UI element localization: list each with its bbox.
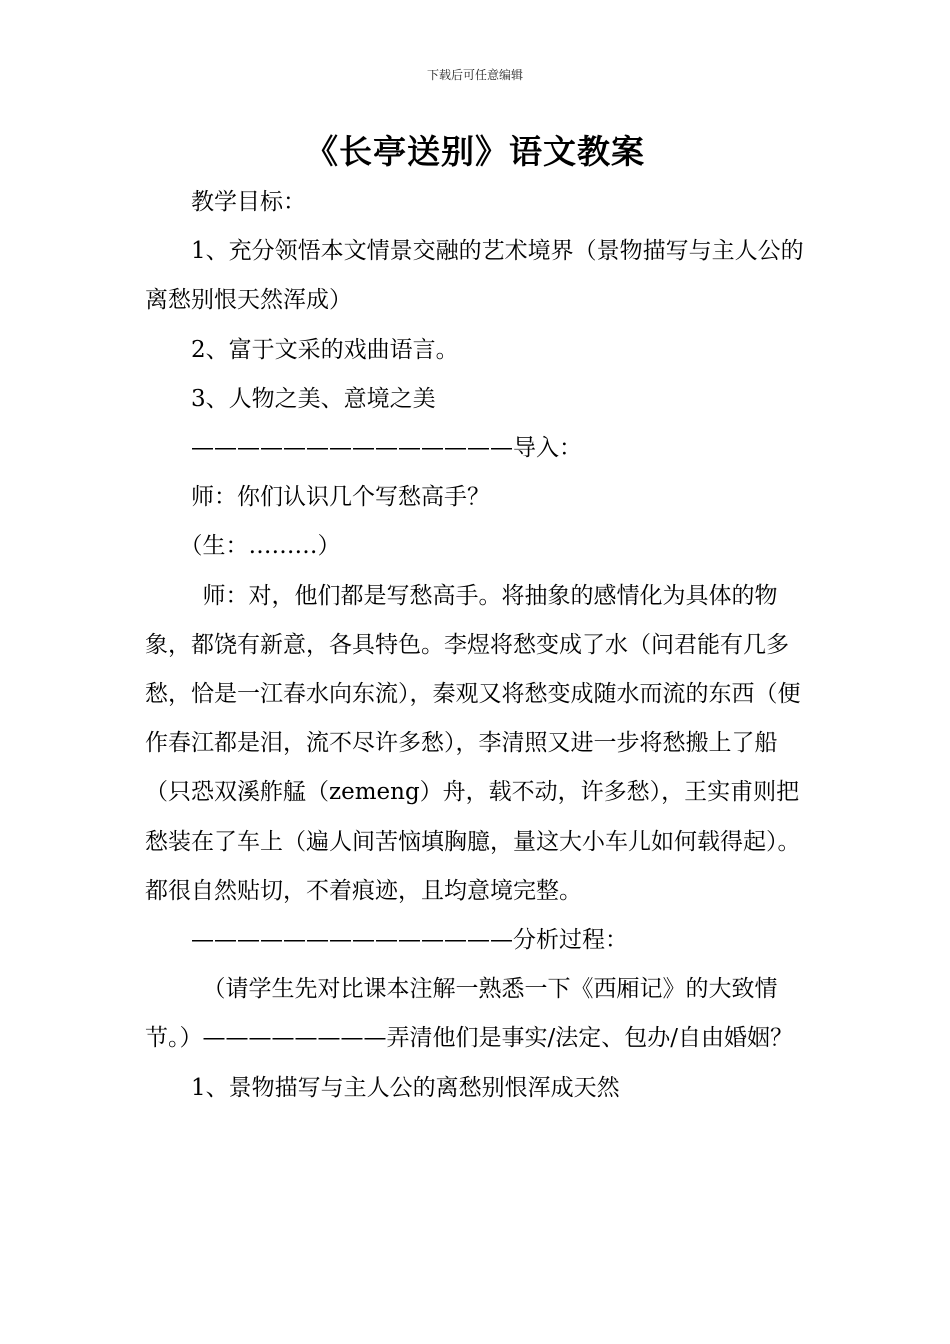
section-intro-heading: ——————————————导入： <box>191 435 582 462</box>
paragraph-analysis-point-1: 1、景物描写与主人公的离愁别恨浑成天然 <box>191 1074 620 1101</box>
page-header-note: 下载后可任意编辑 <box>426 68 523 82</box>
document-title: 《长亭送别》语文教案 <box>305 132 645 171</box>
paragraph-teacher-explanation: 师：对，他们都是写愁高手。将抽象的感情化为具体的物象，都饶有新意，各具特色。李煜将愁变成了水（问君能有几多愁，恰是一江春水向东流），秦观又将愁变成随水而流的东西（便作春江都是泪，流不尽许多愁），李清照又进一步将愁搬上了船（只恐双溪舴艋（zemeng）舟，载不动，许多愁），王实甫则把愁装在了车上（遍人间苦恼填胸臆，量这大小车儿如何载得起）。都很自然贴切，不着痕迹，且均意境完整。 <box>145 582 801 904</box>
paragraph-student-reply: （生：………） <box>179 533 341 560</box>
paragraph-objective-3: 3、人物之美、意境之美 <box>191 385 436 412</box>
section-analysis-heading: ——————————————分析过程： <box>191 927 628 954</box>
paragraph-analysis-instruction: （请学生先对比课本注解一熟悉一下《西厢记》的大致情节。）————————弄清他们是事实/法定、包办/自由婚姻？ <box>145 976 793 1052</box>
document-body <box>145 178 815 1113</box>
paragraph-objectives-heading: 教学目标： <box>191 189 306 215</box>
paragraph-teacher-question: 师：你们认识几个写愁高手？ <box>191 484 490 511</box>
paragraph-objective-1: 1、充分领悟本文情景交融的艺术境界（景物描写与主人公的离愁别恨天然浑成） <box>145 238 804 314</box>
paragraph-objective-2: 2、富于文采的戏曲语言。 <box>191 336 459 363</box>
